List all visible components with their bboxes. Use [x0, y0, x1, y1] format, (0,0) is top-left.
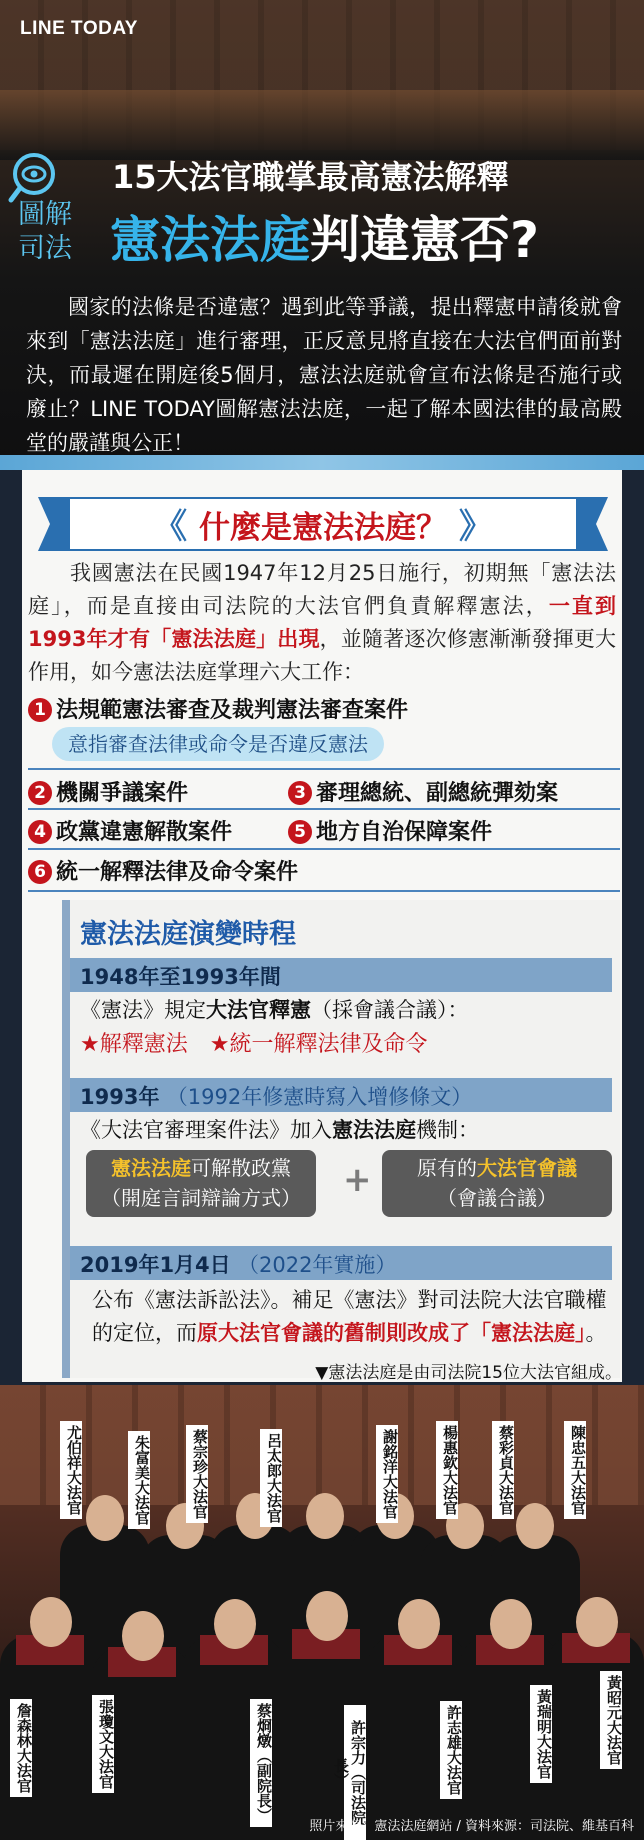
- judge-face: [306, 1493, 344, 1539]
- title-rest: 判違憲否?: [310, 211, 540, 269]
- period-text-a: 《大法官審理案件法》加入: [80, 1118, 332, 1142]
- justice-name-tag: 詹森林大法官: [10, 1699, 32, 1797]
- justice-name-tag: 蔡彩貞大法官: [492, 1421, 514, 1519]
- period-text-b: 。: [585, 1321, 607, 1345]
- courtroom-shade: [0, 90, 644, 160]
- judge-face: [86, 1495, 124, 1541]
- photo-caption: ▼憲法法庭是由司法院15位大法官組成。: [315, 1363, 622, 1383]
- divider: [28, 768, 620, 770]
- period-text-c: （採會議合議）：: [311, 998, 469, 1022]
- section-title-text: 什麼是憲法法庭？: [199, 510, 447, 546]
- period-text-red: 原大法官會議的舊制則改成了「憲法法庭」: [197, 1321, 586, 1345]
- task-label: 統一解釋法律及命令案件: [56, 860, 299, 885]
- history-text-1: 我國憲法在民國1947年12月25日施行，初期無「憲法法庭」，而是直接由司法院的大法官們負責解釋憲法，: [28, 561, 616, 618]
- judge-face: [576, 1597, 618, 1647]
- task-label: 法規範憲法審查及裁判憲法審查案件: [56, 698, 409, 723]
- subtitle: 15大法官職掌最高憲法解釋: [112, 158, 509, 196]
- period-text-c: 機制：: [416, 1118, 479, 1142]
- period-label: [80, 1081, 472, 1111]
- justice-name-tag: 謝銘洋大法官: [376, 1425, 398, 1523]
- period-list: [80, 1028, 608, 1061]
- justice-name-tag: 蔡宗珍大法官: [186, 1425, 208, 1523]
- period-header: [70, 1078, 612, 1112]
- mechanism-line: [86, 1153, 316, 1183]
- chevron-right-icon: 》: [447, 507, 493, 547]
- mechanism-sub: （開庭言詞辯論方式）: [101, 1186, 301, 1210]
- timeline-accent: [62, 900, 70, 1378]
- period-text: [92, 1284, 608, 1350]
- justice-name-tag: 黃昭元大法官: [600, 1671, 622, 1769]
- timeline-title: 憲法法庭演變時程: [80, 919, 296, 950]
- divider: [28, 890, 620, 892]
- mechanism-sub: （會議合議）: [437, 1186, 557, 1210]
- period-label: [80, 1249, 396, 1279]
- number-badge-icon: 6: [28, 860, 52, 884]
- section-title: [38, 499, 608, 548]
- period-text-a: 《憲法》規定: [80, 998, 206, 1022]
- justice-name-tag: 陳忠五大法官: [564, 1421, 586, 1519]
- justice-name-tag: 許志雄大法官: [440, 1701, 462, 1799]
- number-badge-icon: 1: [28, 698, 52, 722]
- title-highlight: 憲法法庭: [110, 211, 310, 269]
- period-text: [80, 994, 608, 1027]
- number-badge-icon: 3: [288, 781, 312, 805]
- hero-header: [0, 0, 644, 465]
- justice-name-tag: 朱富美大法官: [128, 1431, 150, 1529]
- period-text: [80, 1114, 608, 1147]
- mechanism-box: [382, 1150, 612, 1217]
- chevron-left-icon: 《: [153, 507, 199, 547]
- judge-face: [490, 1599, 532, 1649]
- period-year: 1993年: [80, 1085, 160, 1109]
- mechanism-highlight: 大法官會議: [477, 1156, 577, 1180]
- mechanism-highlight: 憲法法庭: [111, 1156, 191, 1180]
- task-item: [28, 855, 298, 886]
- judge-face: [30, 1597, 72, 1647]
- justice-name-tag: 黃瑞明大法官: [530, 1685, 552, 1783]
- number-badge-icon: 4: [28, 820, 52, 844]
- period-text-bold: 大法官釋憲: [206, 998, 311, 1022]
- period-header: [70, 958, 612, 992]
- section-divider: [0, 455, 644, 470]
- period-header: [70, 1246, 612, 1280]
- divider: [28, 848, 620, 850]
- courtroom-wall: [0, 1385, 644, 1505]
- task-item: [28, 815, 232, 846]
- judge-face: [214, 1599, 256, 1649]
- justices-photo: [0, 1385, 644, 1840]
- justice-name-tag: 蔡烱燉（副院長）: [250, 1699, 272, 1827]
- number-badge-icon: 2: [28, 781, 52, 805]
- period-year: 2019年1月4日: [80, 1253, 231, 1277]
- section-banner: [38, 493, 608, 551]
- task-label: 地方自治保障案件: [316, 820, 493, 845]
- judge-figure: [548, 1633, 644, 1840]
- judge-face: [122, 1611, 164, 1661]
- star-item: ★解釋憲法: [80, 1032, 188, 1057]
- history-paragraph: [28, 557, 616, 689]
- period-note: （2022年實施）: [237, 1253, 397, 1277]
- task-item: [28, 776, 188, 807]
- justice-name-tag: 呂太郎大法官: [260, 1429, 282, 1527]
- justice-name-tag: 尤伯祥大法官: [60, 1421, 82, 1519]
- section-tag: [18, 198, 72, 266]
- brand-logo: LINE TODAY: [20, 18, 138, 39]
- main-title: [110, 200, 539, 272]
- period-text-bold: 憲法法庭: [332, 1118, 416, 1142]
- task-label: 政黨違憲解散案件: [56, 820, 233, 845]
- photo-credit: 照片來源：憲法法庭網站 / 資料來源：司法院、維基百科: [309, 1819, 634, 1834]
- task-item: [28, 693, 408, 724]
- judge-face: [306, 1591, 348, 1641]
- mechanism-line: [382, 1153, 612, 1183]
- divider: [28, 808, 620, 810]
- period-text-a: 公布《憲法訴訟法》。補足《憲法》對司法院大法官職權的定位，而: [92, 1288, 607, 1345]
- task-item: [288, 776, 558, 807]
- mechanism-rest: 可解散政黨: [191, 1156, 291, 1180]
- tag-line-1: 圖解: [18, 199, 72, 230]
- mechanism-pre: 原有的: [417, 1156, 477, 1180]
- task-note: 意指審查法律或命令是否違反憲法: [52, 727, 384, 761]
- mechanism-box: [86, 1150, 316, 1217]
- period-note: （1992年修憲時寫入增修條文）: [166, 1085, 473, 1109]
- period-year: 1948年至1993年間: [80, 965, 281, 989]
- judge-face: [516, 1503, 554, 1549]
- task-item: [288, 815, 492, 846]
- justice-name-tag: 楊惠欽大法官: [436, 1421, 458, 1519]
- task-label: 審理總統、副總統彈劾案: [316, 781, 559, 806]
- justice-name-tag: 張瓊文大法官: [92, 1695, 114, 1793]
- task-label: 機關爭議案件: [56, 781, 189, 806]
- history-highlight: 一直到1993年才有「憲法法庭」出現: [28, 594, 617, 651]
- intro-paragraph: 國家的法條是否違憲？遇到此等爭議，提出釋憲申請後就會來到「憲法法庭」進行審理，正反意見將直接在大法官們面前對決，而最遲在開庭後5個月，憲法法庭就會宣布法條是否施行或廢止？LINE TODAY圖解憲法法庭，一起了解本國法律的最高殿堂的嚴謹與公正！: [26, 295, 622, 455]
- judge-face: [398, 1599, 440, 1649]
- tag-line-2: 司法: [18, 233, 72, 264]
- number-badge-icon: 5: [288, 820, 312, 844]
- plus-icon: +: [343, 1160, 372, 1200]
- history-text-2: ，並隨著逐次修憲漸漸發揮更大作用，如今憲法法庭掌理六大工作：: [28, 627, 617, 684]
- justice-name-tag: 許宗力（司法院長）: [344, 1705, 366, 1840]
- star-item: ★統一解釋法律及命令: [209, 1032, 428, 1057]
